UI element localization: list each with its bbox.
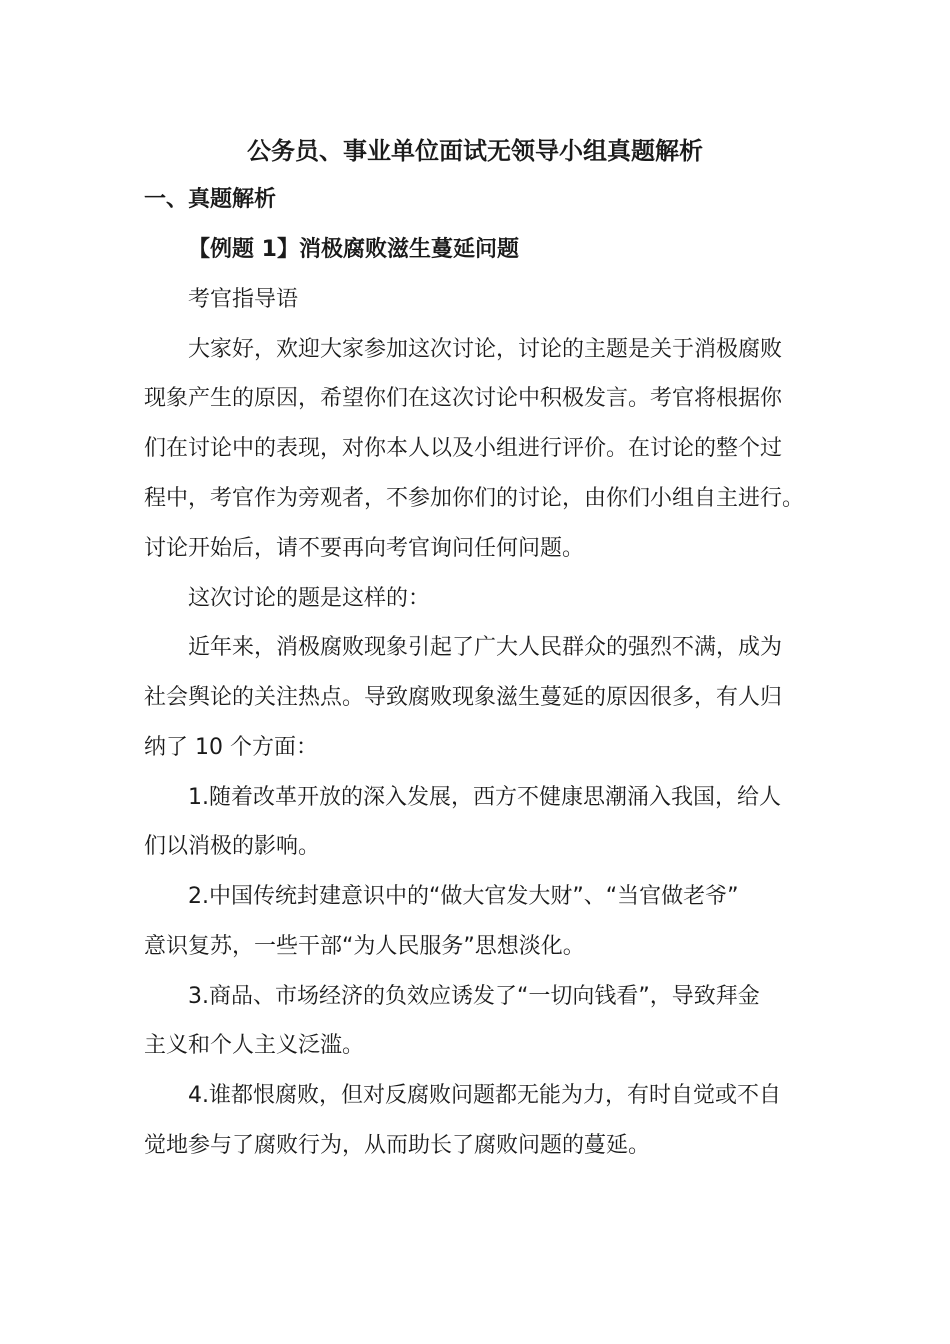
list-item-line: 1.随着改革开放的深入发展，西方不健康思潮涌入我国，给人 xyxy=(188,785,781,810)
paragraph-line: 考官指导语 xyxy=(188,287,299,312)
paragraph-line: 近年来，消极腐败现象引起了广大人民群众的强烈不满，成为 xyxy=(188,635,783,660)
list-item-line: 觉地参与了腐败行为，从而助长了腐败问题的蔓延。 xyxy=(144,1133,651,1158)
paragraph-line: 讨论开始后，请不要再向考官询问任何问题。 xyxy=(144,536,585,561)
paragraph-line: 纳了 10 个方面： xyxy=(144,735,318,760)
paragraph-line: 们在讨论中的表现，对你本人以及小组进行评价。在讨论的整个过 xyxy=(144,436,783,461)
paragraph-line: 程中，考官作为旁观者，不参加你们的讨论，由你们小组自主进行。 xyxy=(144,486,805,511)
document-title: 公务员、事业单位面试无领导小组真题解析 xyxy=(247,137,703,165)
section-heading: 一、真题解析 xyxy=(144,187,277,212)
paragraph-line: 社会舆论的关注热点。导致腐败现象滋生蔓延的原因很多，有人归 xyxy=(144,685,783,710)
example-heading: 【例题 1】消极腐败滋生蔓延问题 xyxy=(188,237,519,262)
list-item-line: 3.商品、市场经济的负效应诱发了“一切向钱看”，导致拜金 xyxy=(188,984,760,1009)
list-item-line: 主义和个人主义泛滥。 xyxy=(144,1033,365,1058)
list-item-line: 4.谁都恨腐败，但对反腐败问题都无能为力，有时自觉或不自 xyxy=(188,1083,781,1108)
paragraph-line: 现象产生的原因，希望你们在这次讨论中积极发言。考官将根据你 xyxy=(144,386,783,411)
list-item-line: 们以消极的影响。 xyxy=(144,834,321,859)
paragraph-line: 这次讨论的题是这样的： xyxy=(188,586,431,611)
paragraph-line: 大家好，欢迎大家参加这次讨论，讨论的主题是关于消极腐败 xyxy=(188,337,783,362)
list-item-line: 2.中国传统封建意识中的“做大官发大财”、“当官做老爷” xyxy=(188,884,739,909)
list-item-line: 意识复苏，一些干部“为人民服务”思想淡化。 xyxy=(144,934,585,959)
